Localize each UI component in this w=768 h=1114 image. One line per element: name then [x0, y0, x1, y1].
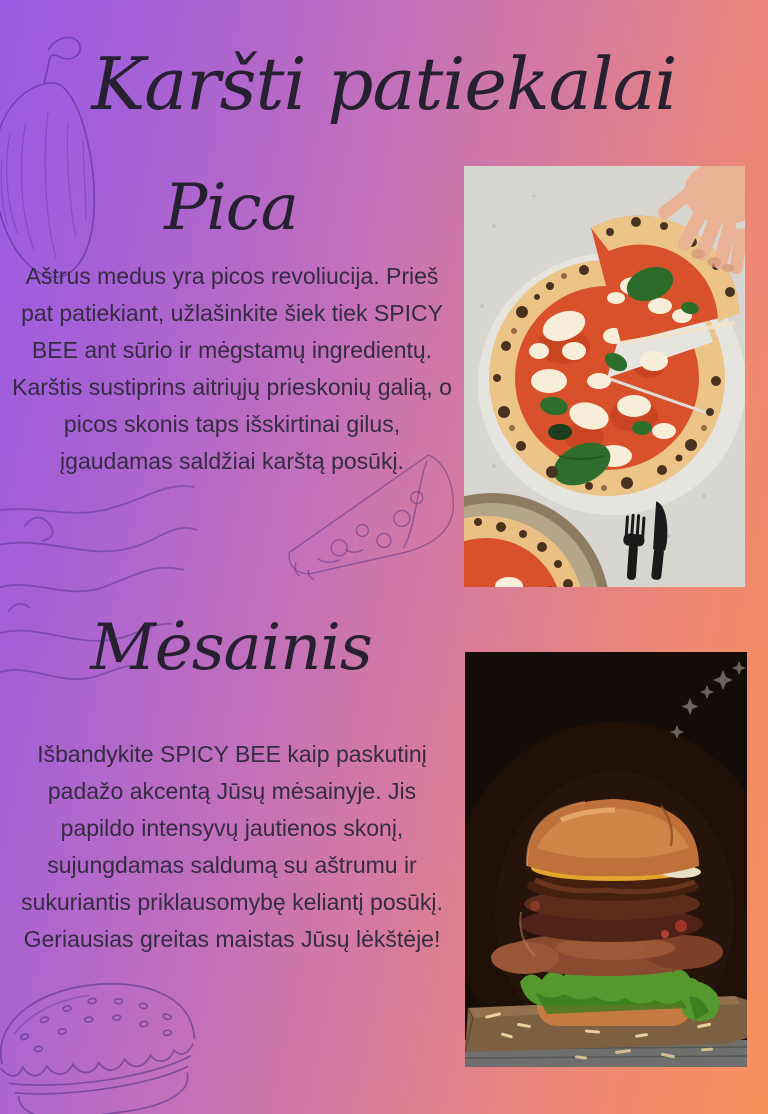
- section-body-pica: Aštrus medus yra picos revoliucija. Prieš pat patiekiant, užlašinkite šiek tiek SPICY BEE ant sūrio ir mėgstamų ingredientų. Karštis sustiprins aitriųjų prieskonių galią, o picos skonis taps išskirtinai gilus, įgaudamas saldžiai karštą posūkį.: [12, 263, 452, 474]
- margherita-pizza-photo: [464, 166, 745, 587]
- section-heading-mesainis: Mėsainis: [90, 611, 372, 685]
- stacked-burger-photo: [465, 652, 747, 1067]
- section-heading-pica: Pica: [164, 171, 298, 245]
- burger-sketch-icon: [0, 962, 218, 1114]
- section-body-mesainis: Išbandykite SPICY BEE kaip paskutinį padažo akcentą Jūsų mėsainyje. Jis papildo intensyvų jautienos skonį, sujungdamas saldumą su aštrumu ir sukuriantis priklausomybę keliantį posūkį. Geriausias greitas maistas Jūsų lėkštėje!: [21, 741, 443, 952]
- page-title: Karšti patiekalai: [91, 42, 677, 126]
